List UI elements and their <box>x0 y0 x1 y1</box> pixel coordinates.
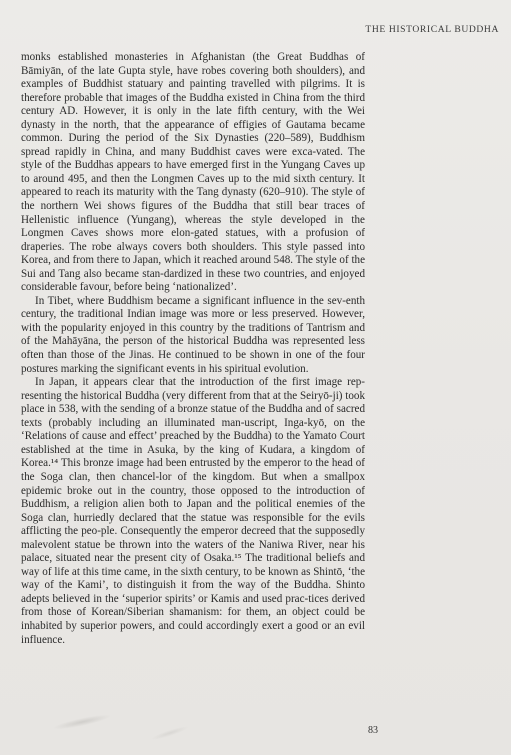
body-text <box>21 51 365 647</box>
page-smudge <box>52 712 112 732</box>
running-head: THE HISTORICAL BUDDHA <box>365 24 499 35</box>
page-number: 83 <box>368 725 378 736</box>
page-smudge-small <box>150 724 190 742</box>
paragraph-2: In Tibet, where Buddhism became a significant influence in the sev-enth century, the traditional Indian image was more or less preserved. However, with the popularity enjoyed in this country by the traditions of Tantrism and of the Mahāyāna, the person of the historical Buddha was represented less often than those of the Jinas. He continued to be shown in one of the four postures marking the significant events in his spiritual evolution. <box>21 294 365 375</box>
paragraph-1: monks established monasteries in Afghanistan (the Great Buddhas of Bāmiyān, of the late Gupta style, have robes covering both shoulders), and examples of Buddhist statuary and painting travelled with pilgrims. It is therefore probable that images of the Buddha existed in China from the third century AD. However, it is only in the late fifth century, with the Wei dynasty in the north, that the appearance of effigies of Gautama became common. During the period of the Six Dynasties (220–589), Buddhism spread rapidly in China, and many Buddhist caves were exca-vated. The style of the Buddhas appears to have emerged first in the Yungang Caves up to around 495, and then the Longmen Caves up to the mid sixth century. It appeared to reach its maturity with the Tang dynasty (620–910). The style of the northern Wei shows figures of the Buddha that still bear traces of Hellenistic influence (Yungang), whereas the style developed in the Longmen Caves shows more elon-gated statues, with a profusion of draperies. The robe always covers both shoulders. This style passed into Korea, and from there to Japan, which it reached around 548. The style of the Sui and Tang also became stan-dardized in these two countries, and enjoyed considerable favour, before being ‘nationalized’. <box>21 51 365 294</box>
paragraph-3: In Japan, it appears clear that the introduction of the first image rep-resenting the historical Buddha (very different from that at the Seiryō-ji) took place in 538, with the sending of a bronze statue of the Buddha and of sacred texts (probably including an illuminated man-uscript, Inga-kyō, on the ‘Relations of cause and effect’ preached by the Buddha) to the Yamato Court established at the time in Asuka, by the king of Kudara, a kingdom of Korea.¹⁴ This bronze image had been entrusted by the emperor to the head of the Soga clan, then chancel-lor of the kingdom. But when a smallpox epidemic broke out in the country, those opposed to the introduction of Buddhism, a religion alien both to Japan and the political enemies of the Soga clan, hurriedly declared that the statue was responsible for the evils afflicting the peo-ple. Consequently the emperor decreed that the supposedly malevolent statue be thrown into the waters of the Naniwa River, near his palace, situated near the present city of Osaka.¹⁵ The traditional beliefs and way of life at this time came, in the sixth century, to be known as Shintō, ‘the way of the Kami’, to distinguish it from the way of the Buddha. Shinto adepts believed in the ‘superior spirits’ or Kamis and used prac-tices derived from those of Korean/Siberian shamanism: for them, an object could be inhabited by superior powers, and could accordingly exert a good or an evil influence. <box>21 376 365 646</box>
